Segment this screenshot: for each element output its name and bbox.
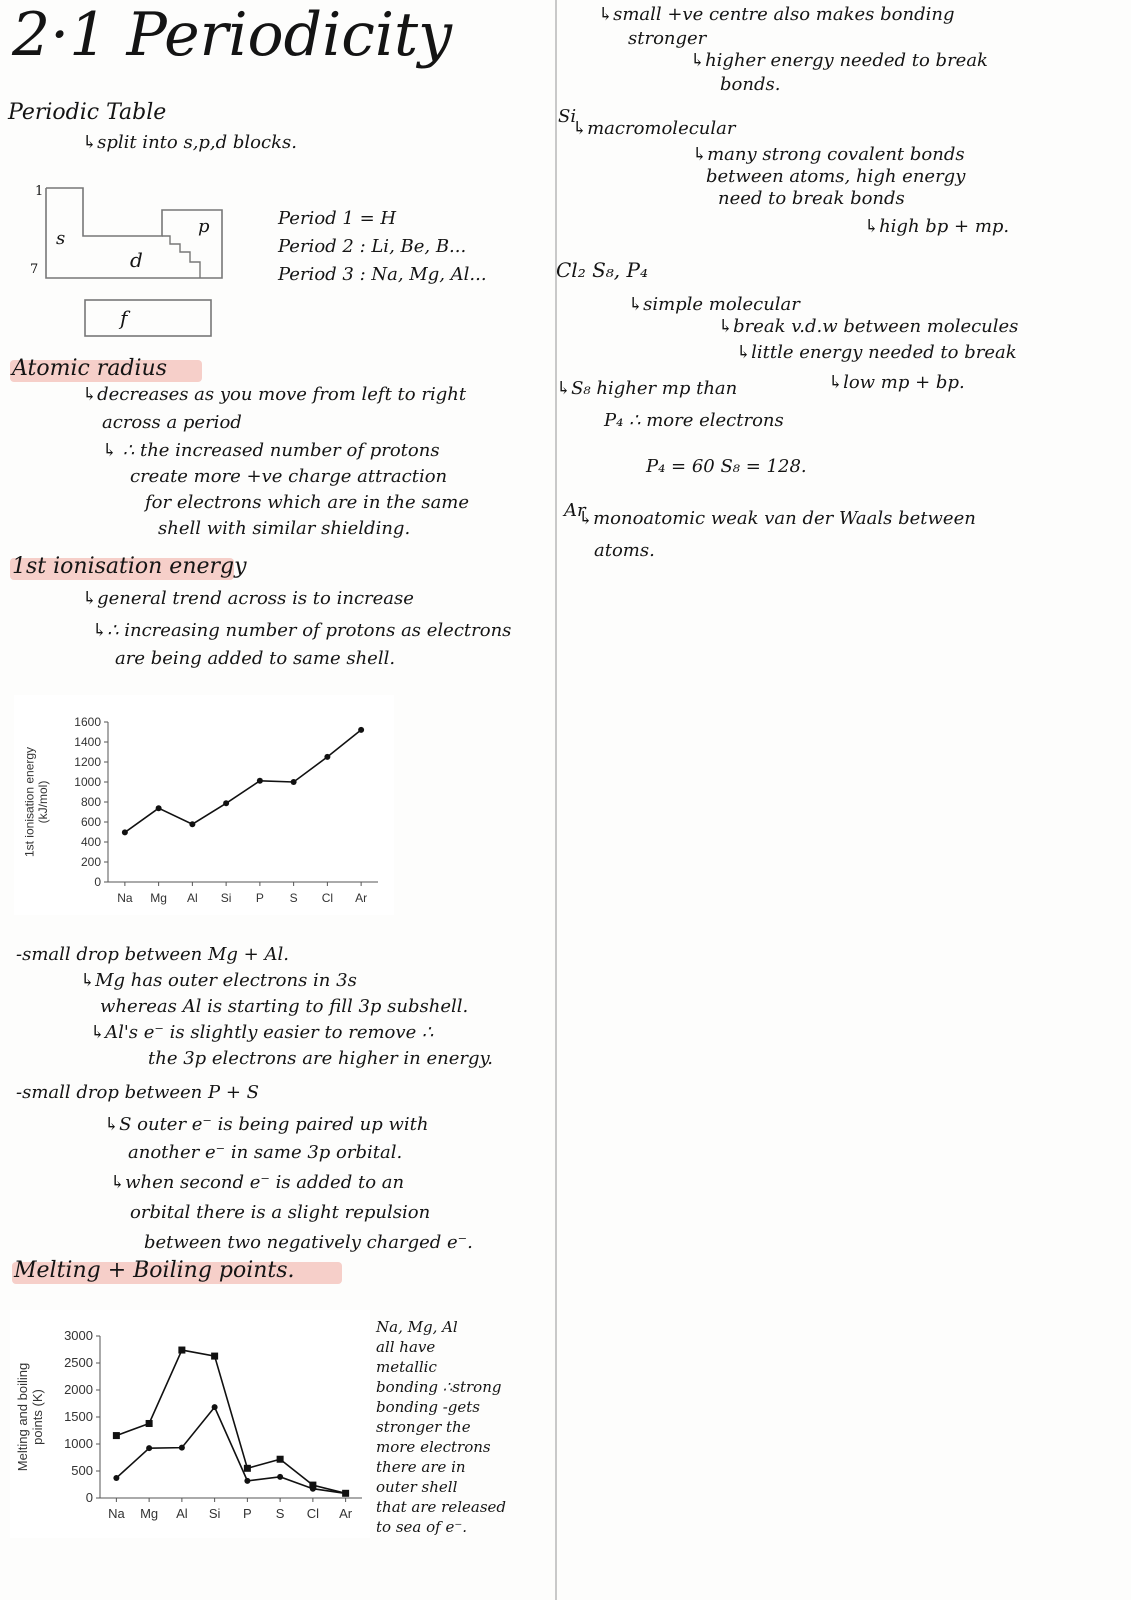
ionisation-heading: 1st ionisation energy (12, 554, 247, 579)
x-tick-label: Na (108, 1506, 125, 1521)
data-point (146, 1420, 153, 1427)
s8-line-2: P₄ ∴ more electrons (604, 410, 784, 431)
melting-side-line: Na, Mg, Al (376, 1318, 458, 1336)
drops-line-3: whereas Al is starting to fill 3p subshell. (100, 996, 469, 1017)
data-point (211, 1353, 218, 1360)
y-tick-label: 1500 (64, 1409, 93, 1424)
si-line-2: ↳many strong covalent bonds (692, 144, 965, 165)
period-1: Period 1 = H (278, 208, 397, 229)
data-point (324, 754, 330, 760)
drops-line-11: between two negatively charged e⁻. (144, 1232, 473, 1253)
periodic-table-note: ↳split into s,p,d blocks. (82, 132, 297, 153)
data-point (343, 1490, 349, 1496)
melting-side-line: outer shell (376, 1478, 458, 1496)
data-point (146, 1445, 152, 1451)
y-tick-label: 3000 (64, 1328, 93, 1343)
x-tick-label: Mg (140, 1506, 159, 1521)
s8-line-1: ↳S₈ higher mp than (556, 378, 738, 399)
si-line-3: between atoms, high energy (706, 166, 966, 187)
melting-side-line: bonding -gets (376, 1398, 480, 1416)
drops-line-5: the 3p electrons are higher in energy. (148, 1048, 494, 1069)
x-tick-label: Si (220, 891, 232, 905)
y-tick-label: 1200 (74, 755, 101, 769)
atomic-radius-line-2: across a period (102, 412, 242, 433)
melting-side-line: stronger the (376, 1418, 471, 1436)
ionisation-line-2: ↳∴ increasing number of protons as electrons (92, 620, 512, 641)
y-tick-label: 200 (80, 855, 101, 869)
x-tick-label: Mg (150, 891, 167, 905)
si-label: Si (558, 106, 577, 127)
data-point (277, 1456, 284, 1463)
atomic-radius-heading: Atomic radius (12, 356, 168, 381)
y-tick-label: 2000 (64, 1382, 93, 1397)
data-point (122, 829, 128, 835)
y-tick-label: 1600 (74, 715, 101, 729)
ionisation-line-3: are being added to same shell. (115, 648, 396, 669)
p-block-label: p (198, 216, 210, 237)
x-tick-label: Si (208, 1506, 221, 1521)
s8-line-3: P₄ = 60 S₈ = 128. (646, 456, 807, 477)
x-tick-label: Al (176, 1506, 188, 1521)
atomic-radius-line-1: ↳decreases as you move from left to right (82, 384, 467, 405)
data-point (291, 779, 297, 785)
data-point (178, 1347, 185, 1354)
simple-line-3: ↳little energy needed to break (736, 342, 1017, 363)
data-point (244, 1465, 251, 1472)
ionisation-line-1: ↳general trend across is to increase (82, 588, 414, 609)
right-top-line-3: ↳higher energy needed to break (690, 50, 988, 71)
x-tick-label: Ar (355, 891, 368, 905)
right-top-line-1: ↳small +ve centre also makes bonding (598, 4, 955, 25)
melting-side-line: all have (376, 1338, 436, 1356)
y-axis-label: Melting and boilingpoints (K) (14, 1362, 45, 1472)
x-tick-label: S (289, 891, 298, 905)
right-top-line-2: stronger (628, 28, 707, 49)
melting-side-line: more electrons (376, 1438, 491, 1456)
drops-line-9: ↳when second e⁻ is added to an (110, 1172, 405, 1193)
drops-line-7: ↳S outer e⁻ is being paired up with (104, 1114, 429, 1135)
data-point (156, 805, 162, 811)
atomic-radius-line-4: create more +ve charge attraction (130, 466, 448, 487)
melting-heading: Melting + Boiling points. (14, 1258, 295, 1283)
x-tick-label: P (243, 1506, 252, 1521)
atomic-radius-line-3: ↳ ∴ the increased number of protons (102, 440, 440, 461)
period-2: Period 2 : Li, Be, B... (278, 236, 467, 257)
periodic-table-heading: Periodic Table (8, 100, 167, 125)
series-line (125, 730, 361, 833)
x-tick-label: Al (187, 891, 198, 905)
simple-line-1: ↳simple molecular (628, 294, 800, 315)
data-point (277, 1474, 283, 1480)
x-tick-label: S (275, 1506, 285, 1521)
data-point (113, 1475, 119, 1481)
f-block-label: f (120, 306, 128, 330)
y-tick-label: 1000 (74, 775, 101, 789)
drops-line-8: another e⁻ in same 3p orbital. (128, 1142, 403, 1163)
data-point (113, 1432, 120, 1439)
y-axis-label: 1st ionisation energy(kJ/mol) (22, 746, 51, 858)
y-tick-label: 800 (80, 795, 101, 809)
y-tick-label: 600 (80, 815, 101, 829)
atomic-radius-line-6: shell with similar shielding. (158, 518, 411, 539)
data-point (244, 1478, 250, 1484)
drops-line-10: orbital there is a slight repulsion (130, 1202, 431, 1223)
si-line-5: ↳high bp + mp. (864, 216, 1010, 237)
simple-line-2: ↳break v.d.w between molecules (718, 316, 1019, 337)
y-tick-label: 2500 (64, 1355, 93, 1370)
y-tick-label: 400 (80, 835, 101, 849)
page-column-divider (555, 0, 557, 1600)
melting-side-line: to sea of e⁻. (376, 1518, 468, 1536)
x-tick-label: Na (117, 891, 133, 905)
x-tick-label: Cl (321, 891, 334, 905)
right-top-line-4: bonds. (720, 74, 781, 95)
d-block-label: d (130, 248, 143, 272)
x-tick-label: P (255, 891, 264, 905)
data-point (358, 727, 364, 733)
ar-line-2: atoms. (594, 540, 655, 561)
si-line-4: need to break bonds (718, 188, 905, 209)
melting-side-line: bonding ∴strong (376, 1378, 502, 1396)
drops-line-6: -small drop between P + S (16, 1082, 259, 1103)
data-point (179, 1445, 185, 1451)
atomic-radius-line-5: for electrons which are in the same (145, 492, 470, 513)
y-tick-label: 1400 (74, 735, 101, 749)
y-tick-label: 0 (85, 1490, 93, 1505)
melting-side-line: that are released (376, 1498, 507, 1516)
x-tick-label: Ar (339, 1506, 353, 1521)
data-point (189, 821, 195, 827)
drops-line-2: ↳Mg has outer electrons in 3s (80, 970, 357, 991)
si-line-1: ↳macromolecular (572, 118, 736, 139)
y-tick-label: 1000 (64, 1436, 93, 1451)
melting-side-line: metallic (376, 1358, 437, 1376)
page-title: 2·1 Periodicity (12, 0, 453, 70)
drops-line-1: -small drop between Mg + Al. (16, 944, 289, 965)
x-tick-label: Cl (306, 1506, 320, 1521)
period-3: Period 3 : Na, Mg, Al... (278, 264, 487, 285)
y-tick-label: 0 (94, 875, 101, 889)
ionisation-chart (14, 695, 394, 915)
data-point (223, 800, 229, 806)
row-7-label: 7 (30, 262, 39, 277)
melting-chart (10, 1310, 370, 1538)
melting-side-line: there are in (376, 1458, 466, 1476)
data-point (212, 1404, 218, 1410)
data-point (310, 1486, 316, 1492)
y-tick-label: 500 (71, 1463, 93, 1478)
simple-line-4: ↳low mp + bp. (828, 372, 965, 393)
drops-line-4: ↳Al's e⁻ is slightly easier to remove ∴ (90, 1022, 434, 1043)
ar-line-1: ↳monoatomic weak van der Waals between (578, 508, 976, 529)
simple-molecular-label: Cl₂ S₈, P₄ (556, 258, 648, 282)
data-point (257, 778, 263, 784)
row-1-label: 1 (35, 184, 44, 199)
s-block-label: s (56, 228, 66, 249)
ar-label: Ar (564, 500, 586, 521)
